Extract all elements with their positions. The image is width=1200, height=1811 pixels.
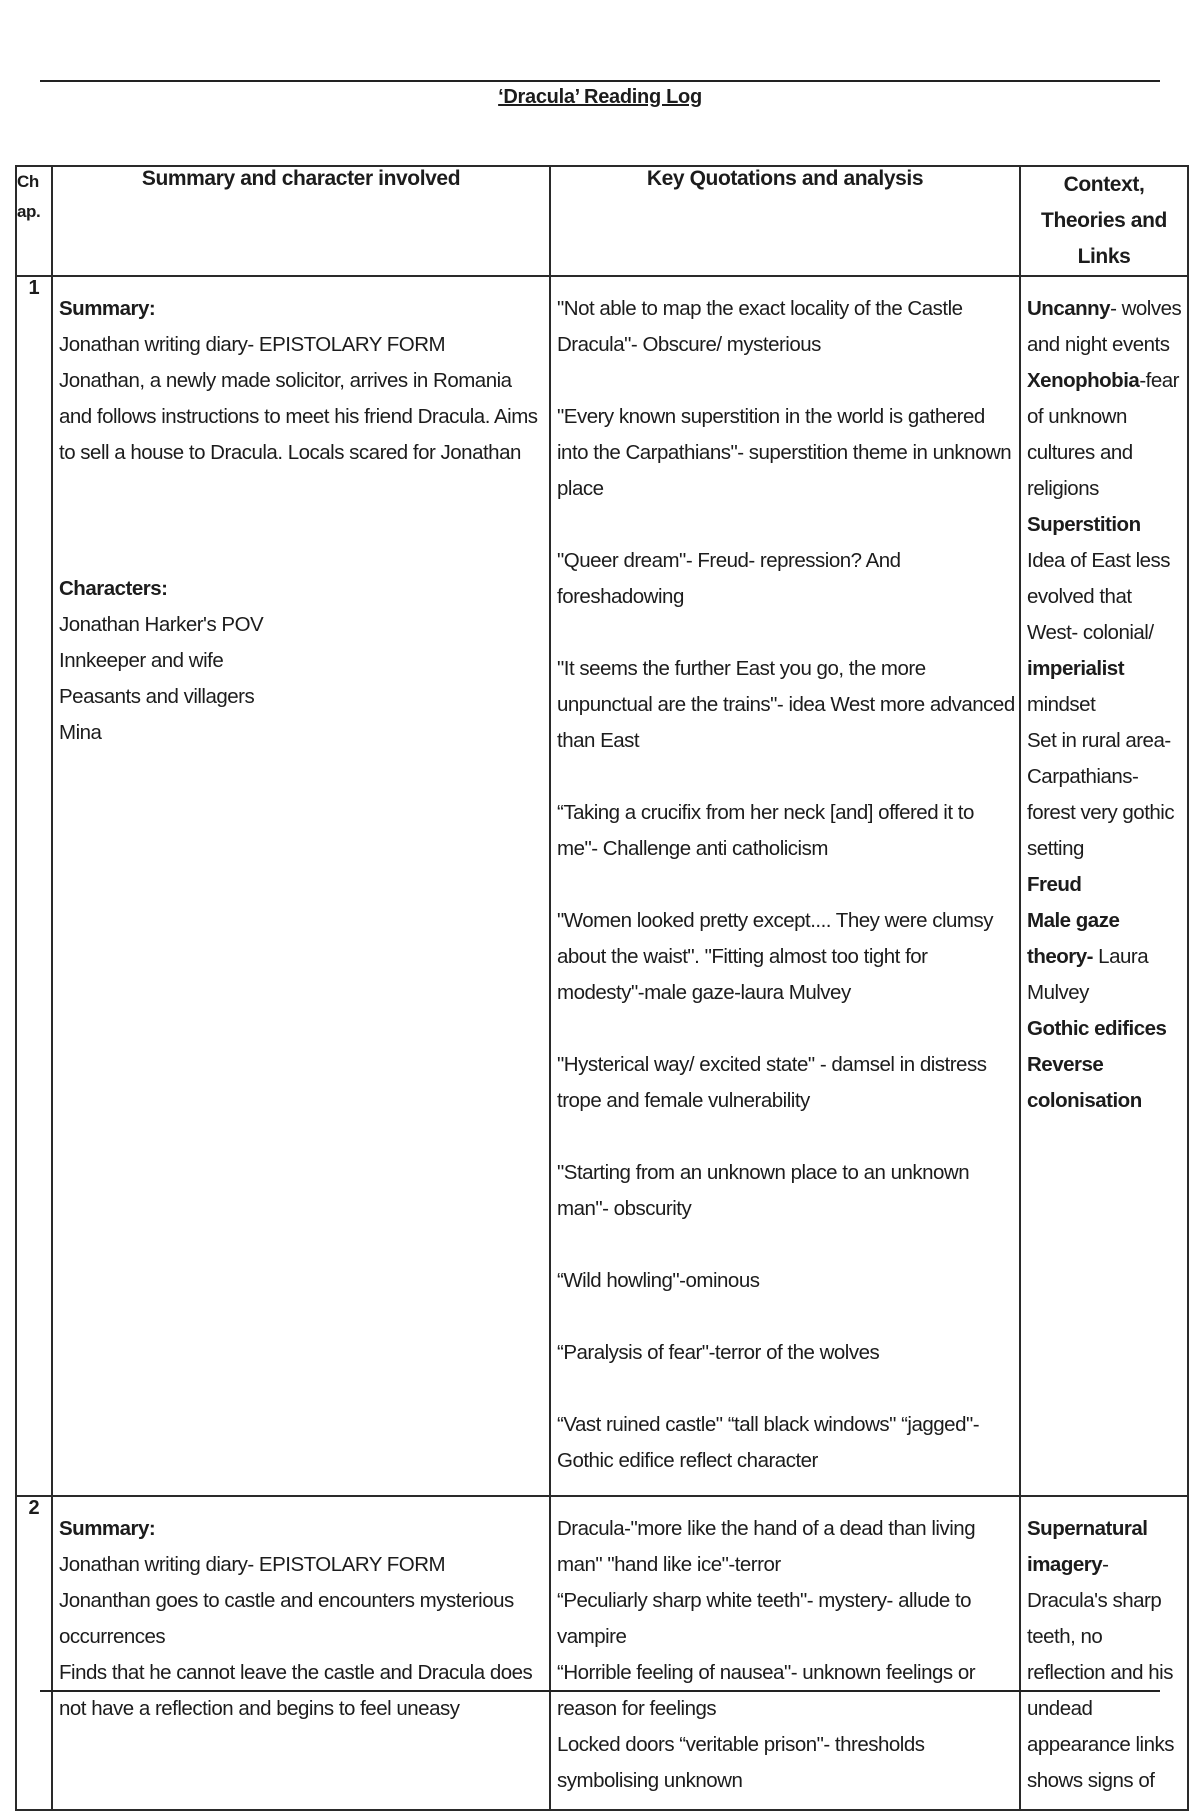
quotation-item: "Queer dream"- Freud- repression? And foreshadowing [557,549,901,608]
summary-line: Finds that he cannot leave the castle and Dracula does not have a reflection and begins to feel uneasy [59,1661,533,1720]
quotations-cell [550,276,1020,1496]
table-row [16,276,1188,1496]
bottom-rule [40,1690,1160,1692]
quotation-item: "Starting from an unknown place to an unknown man"- obscurity [557,1161,970,1220]
header-summary: Summary and character involved [52,166,550,276]
quotations-cell [550,1496,1020,1810]
context-entry: Gothic edifices [1027,1017,1167,1040]
summary-line: Jonathan, a newly made solicitor, arrives in Romania and follows instructions to meet his friend Dracula. Aims to sell a house to Dracula. Locals scared for Jonathan [59,369,538,464]
chapter-number: 2 [16,1496,52,1810]
summary-cell [52,276,550,1496]
quotation-item: Dracula-"more like the hand of a dead than living man" "hand like ice"-terror [557,1517,976,1576]
quotation-item: “Horrible feeling of nausea"- unknown feelings or reason for feelings [557,1661,976,1720]
chapter-number: 1 [16,276,52,1496]
character-item: Mina [59,721,102,744]
summary-line: Jonathan writing diary- EPISTOLARY FORM [59,333,446,356]
context-entry: Superstition [1027,513,1141,536]
character-item: Peasants and villagers [59,685,255,708]
header-quotations: Key Quotations and analysis [550,166,1020,276]
context-entry: Male gaze theory- Laura Mulvey [1027,909,1149,1004]
quotation-item: Locked doors “veritable prison"- thresholds symbolising unknown [557,1733,925,1792]
context-cell [1020,276,1188,1496]
quotation-item: “Taking a crucifix from her neck [and] offered it to me"- Challenge anti catholicism [557,801,974,860]
quotation-item: “Paralysis of fear"-terror of the wolves [557,1341,880,1364]
summary-label: Summary: [59,1517,156,1540]
context-entry: Idea of East less evolved that West- colonial/ imperialist mindset [1027,549,1171,716]
context-entry: Freud [1027,873,1082,896]
header-row [16,166,1188,276]
quotation-item: "It seems the further East you go, the more unpunctual are the trains"- idea West more advanced than East [557,657,1015,752]
context-entry: Supernatural imagery- Dracula's sharp teeth, no reflection and his undead appearance links shows signs of [1027,1517,1174,1792]
document-title: ‘Dracula’ Reading Log [498,86,702,108]
top-rule [40,80,1160,82]
reading-log-table [15,165,1189,1811]
quotation-item: "Not able to map the exact locality of the Castle Dracula"- Obscure/ mysterious [557,297,963,356]
quotation-item: “Vast ruined castle" “tall black windows" “jagged"- Gothic edifice reflect character [557,1413,980,1472]
context-cell [1020,1496,1188,1810]
header-chapter: Ch ap. [16,166,52,276]
header-context: Context, Theories and Links [1020,166,1188,276]
context-entry: Set in rural area- Carpathians- forest very gothic setting [1027,729,1175,860]
characters-label: Characters: [59,577,168,600]
character-item: Innkeeper and wife [59,649,224,672]
summary-label: Summary: [59,297,156,320]
summary-line: Jonanthan goes to castle and encounters mysterious occurrences [59,1589,514,1648]
table-row [16,1496,1188,1810]
summary-line: Jonathan writing diary- EPISTOLARY FORM [59,1553,446,1576]
context-entry: Reverse colonisation [1027,1053,1142,1112]
context-entry: Uncanny- wolves and night events [1027,297,1182,356]
quotation-item: "Hysterical way/ excited state" - damsel in distress trope and female vulnerability [557,1053,987,1112]
quotation-item: “Wild howling"-ominous [557,1269,760,1292]
character-item: Jonathan Harker's POV [59,613,264,636]
context-entry: Xenophobia-fear of unknown cultures and religions [1027,369,1179,500]
quotation-item: "Women looked pretty except.... They were clumsy about the waist". "Fitting almost too tight for modesty"-male gaze-laura Mulvey [557,909,993,1004]
quotation-item: “Peculiarly sharp white teeth"- mystery- allude to vampire [557,1589,972,1648]
summary-cell [52,1496,550,1810]
quotation-item: "Every known superstition in the world is gathered into the Carpathians"- superstition theme in unknown place [557,405,1012,500]
